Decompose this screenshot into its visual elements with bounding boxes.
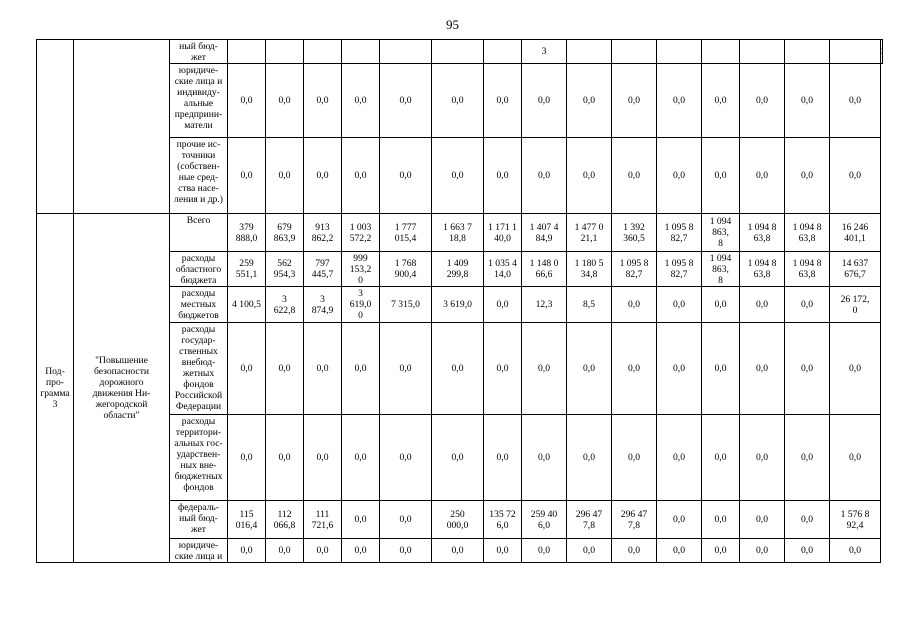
value-cell: 0,0 xyxy=(785,415,830,501)
value-cell: 0,0 xyxy=(228,415,266,501)
value-cell: 1 409 299,8 xyxy=(432,252,484,287)
value-cell: 0,0 xyxy=(657,415,702,501)
value-cell: 0,0 xyxy=(657,323,702,415)
value-cell: 1 407 4 84,9 xyxy=(522,214,567,252)
value-cell: 0,0 xyxy=(266,415,304,501)
value-cell: 0,0 xyxy=(740,64,785,138)
value-cell: 0,0 xyxy=(484,539,522,563)
value-cell: 0,0 xyxy=(567,415,612,501)
value-cell: 1 094 8 63,8 xyxy=(740,214,785,252)
value-cell: 0,0 xyxy=(228,539,266,563)
value-cell: 1 576 8 92,4 xyxy=(830,501,881,539)
value-cell: 0,0 xyxy=(228,323,266,415)
value-cell: 0,0 xyxy=(380,501,432,539)
value-cell: 16 246 401,1 xyxy=(830,214,881,252)
value-cell: 0,0 xyxy=(702,287,740,323)
value-cell xyxy=(657,40,702,64)
value-cell: 3 622,8 xyxy=(266,287,304,323)
value-cell: 0,0 xyxy=(228,64,266,138)
value-cell xyxy=(740,40,785,64)
value-cell: 0,0 xyxy=(702,501,740,539)
value-cell: 0,0 xyxy=(266,323,304,415)
value-cell: 1 768 900,4 xyxy=(380,252,432,287)
budget-table xyxy=(36,39,883,563)
funding-source-cell: расходы местных бюджетов xyxy=(170,287,228,323)
value-cell: 797 445,7 xyxy=(304,252,342,287)
value-cell: 0,0 xyxy=(830,539,881,563)
value-cell: 259 40 6,0 xyxy=(522,501,567,539)
value-cell: 0,0 xyxy=(432,138,484,214)
value-cell: 0,0 xyxy=(266,64,304,138)
value-cell: 1 095 8 82,7 xyxy=(612,252,657,287)
value-cell xyxy=(785,40,830,64)
value-cell: 0,0 xyxy=(567,539,612,563)
value-cell xyxy=(612,40,657,64)
funding-source-cell: юридиче- ские лица и xyxy=(170,539,228,563)
value-cell: 0,0 xyxy=(702,415,740,501)
value-cell: 1 148 0 66,6 xyxy=(522,252,567,287)
value-cell: 7 315,0 xyxy=(380,287,432,323)
value-cell: 1 663 7 18,8 xyxy=(432,214,484,252)
value-cell xyxy=(702,40,740,64)
value-cell: 296 47 7,8 xyxy=(612,501,657,539)
funding-source-cell: юридиче- ские лица и индивиду- альные предприни- матели xyxy=(170,64,228,138)
value-cell: 0,0 xyxy=(567,64,612,138)
value-cell: 0,0 xyxy=(830,64,881,138)
value-cell: 1 094 863, 8 xyxy=(702,214,740,252)
value-cell xyxy=(830,40,881,64)
value-cell: 1 035 4 14,0 xyxy=(484,252,522,287)
value-cell: 1 777 015,4 xyxy=(380,214,432,252)
value-cell: 8,5 xyxy=(567,287,612,323)
value-cell: 0,0 xyxy=(740,415,785,501)
page-number: 95 xyxy=(446,17,459,32)
value-cell: 0,0 xyxy=(785,64,830,138)
funding-source-cell: расходы государ- ственных внебюд- жетных фондов Российской Федерации xyxy=(170,323,228,415)
value-cell: 3 874,9 xyxy=(304,287,342,323)
value-cell: 111 721,6 xyxy=(304,501,342,539)
table-row xyxy=(37,40,883,64)
value-cell: 0,0 xyxy=(484,138,522,214)
table-row xyxy=(37,214,883,252)
value-cell: 115 016,4 xyxy=(228,501,266,539)
subprogram-label: Под- про- грамма 3 xyxy=(37,214,74,563)
value-cell: 0,0 xyxy=(342,501,380,539)
funding-source-cell: Всего xyxy=(170,214,228,252)
value-cell: 0,0 xyxy=(612,539,657,563)
value-cell: 0,0 xyxy=(612,287,657,323)
value-cell: 1 477 0 21,1 xyxy=(567,214,612,252)
value-cell: 0,0 xyxy=(522,138,567,214)
value-cell: 1 003 572,2 xyxy=(342,214,380,252)
value-cell: 0,0 xyxy=(380,64,432,138)
value-cell: 0,0 xyxy=(740,539,785,563)
empty-cell xyxy=(74,40,170,214)
empty-cell xyxy=(37,40,74,214)
value-cell: 0,0 xyxy=(484,415,522,501)
value-cell: 0,0 xyxy=(740,501,785,539)
value-cell: 0,0 xyxy=(657,138,702,214)
value-cell: 259 551,1 xyxy=(228,252,266,287)
subprogram-name: "Повышение безопасности дорожного движения Ни- жегородской области" xyxy=(74,214,170,563)
value-cell: 0,0 xyxy=(266,138,304,214)
value-cell: 0,0 xyxy=(740,287,785,323)
value-cell: 0,0 xyxy=(342,138,380,214)
value-cell: 0,0 xyxy=(522,539,567,563)
value-cell: 0,0 xyxy=(380,415,432,501)
value-cell: 0,0 xyxy=(484,64,522,138)
value-cell: 0,0 xyxy=(522,323,567,415)
value-cell: 379 888,0 xyxy=(228,214,266,252)
value-cell: 999 153,2 0 xyxy=(342,252,380,287)
value-cell: 0,0 xyxy=(830,323,881,415)
value-cell: 0,0 xyxy=(740,138,785,214)
funding-source-cell: расходы областного бюджета xyxy=(170,252,228,287)
funding-source-cell: расходы территори- альных гос- ударствен- ных вне- бюджетных фондов xyxy=(170,415,228,501)
value-cell: 0,0 xyxy=(612,415,657,501)
value-cell: 0,0 xyxy=(702,539,740,563)
value-cell: 0,0 xyxy=(266,539,304,563)
value-cell: 1 094 8 63,8 xyxy=(740,252,785,287)
value-cell: 0,0 xyxy=(484,323,522,415)
value-cell: 3 xyxy=(522,40,567,64)
funding-source-cell: федераль- ный бюд- жет xyxy=(170,501,228,539)
value-cell xyxy=(266,40,304,64)
funding-source-cell: ный бюд- жет xyxy=(170,40,228,64)
value-cell: 0,0 xyxy=(304,539,342,563)
value-cell: 1 180 5 34,8 xyxy=(567,252,612,287)
value-cell: 0,0 xyxy=(304,138,342,214)
value-cell: 1 094 8 63,8 xyxy=(785,214,830,252)
value-cell: 0,0 xyxy=(785,138,830,214)
value-cell: 0,0 xyxy=(657,64,702,138)
value-cell: 0,0 xyxy=(612,323,657,415)
value-cell: 0,0 xyxy=(342,539,380,563)
value-cell: 0,0 xyxy=(830,415,881,501)
value-cell: 0,0 xyxy=(432,64,484,138)
value-cell: 1 094 8 63,8 xyxy=(785,252,830,287)
value-cell xyxy=(567,40,612,64)
value-cell: 0,0 xyxy=(785,539,830,563)
value-cell xyxy=(304,40,342,64)
value-cell: 1 095 8 82,7 xyxy=(657,214,702,252)
value-cell: 12,3 xyxy=(522,287,567,323)
value-cell: 562 954,3 xyxy=(266,252,304,287)
value-cell: 679 863,9 xyxy=(266,214,304,252)
value-cell xyxy=(484,40,522,64)
value-cell: 135 72 6,0 xyxy=(484,501,522,539)
value-cell: 0,0 xyxy=(702,64,740,138)
value-cell: 0,0 xyxy=(612,138,657,214)
value-cell: 0,0 xyxy=(785,287,830,323)
value-cell: 0,0 xyxy=(612,64,657,138)
value-cell: 0,0 xyxy=(304,415,342,501)
value-cell xyxy=(881,40,883,64)
value-cell: 0,0 xyxy=(228,138,266,214)
value-cell: 0,0 xyxy=(342,323,380,415)
value-cell: 0,0 xyxy=(702,323,740,415)
value-cell: 0,0 xyxy=(785,323,830,415)
value-cell: 913 862,2 xyxy=(304,214,342,252)
value-cell: 0,0 xyxy=(567,138,612,214)
value-cell: 0,0 xyxy=(484,287,522,323)
value-cell: 250 000,0 xyxy=(432,501,484,539)
value-cell: 3 619,0 xyxy=(432,287,484,323)
value-cell: 1 094 863, 8 xyxy=(702,252,740,287)
value-cell xyxy=(432,40,484,64)
value-cell: 1 095 8 82,7 xyxy=(657,252,702,287)
value-cell: 0,0 xyxy=(785,501,830,539)
value-cell: 0,0 xyxy=(342,64,380,138)
value-cell: 112 066,8 xyxy=(266,501,304,539)
value-cell: 0,0 xyxy=(657,539,702,563)
value-cell: 1 171 1 40,0 xyxy=(484,214,522,252)
value-cell: 4 100,5 xyxy=(228,287,266,323)
value-cell: 0,0 xyxy=(432,539,484,563)
value-cell xyxy=(342,40,380,64)
value-cell: 0,0 xyxy=(380,138,432,214)
value-cell: 0,0 xyxy=(830,138,881,214)
value-cell: 0,0 xyxy=(702,138,740,214)
value-cell: 14 637 676,7 xyxy=(830,252,881,287)
value-cell: 0,0 xyxy=(380,539,432,563)
value-cell: 1 392 360,5 xyxy=(612,214,657,252)
value-cell xyxy=(228,40,266,64)
value-cell: 0,0 xyxy=(657,287,702,323)
value-cell: 3 619,0 0 xyxy=(342,287,380,323)
value-cell: 296 47 7,8 xyxy=(567,501,612,539)
value-cell: 0,0 xyxy=(380,323,432,415)
value-cell: 0,0 xyxy=(432,415,484,501)
value-cell: 0,0 xyxy=(304,323,342,415)
value-cell: 0,0 xyxy=(522,64,567,138)
value-cell: 0,0 xyxy=(342,415,380,501)
value-cell xyxy=(380,40,432,64)
value-cell: 0,0 xyxy=(567,323,612,415)
value-cell: 0,0 xyxy=(432,323,484,415)
value-cell: 0,0 xyxy=(522,415,567,501)
funding-source-cell: прочие ис- точники (собствен- ные сред- ства насе- ления и др.) xyxy=(170,138,228,214)
value-cell: 0,0 xyxy=(304,64,342,138)
value-cell: 26 172, 0 xyxy=(830,287,881,323)
value-cell: 0,0 xyxy=(740,323,785,415)
value-cell: 0,0 xyxy=(657,501,702,539)
